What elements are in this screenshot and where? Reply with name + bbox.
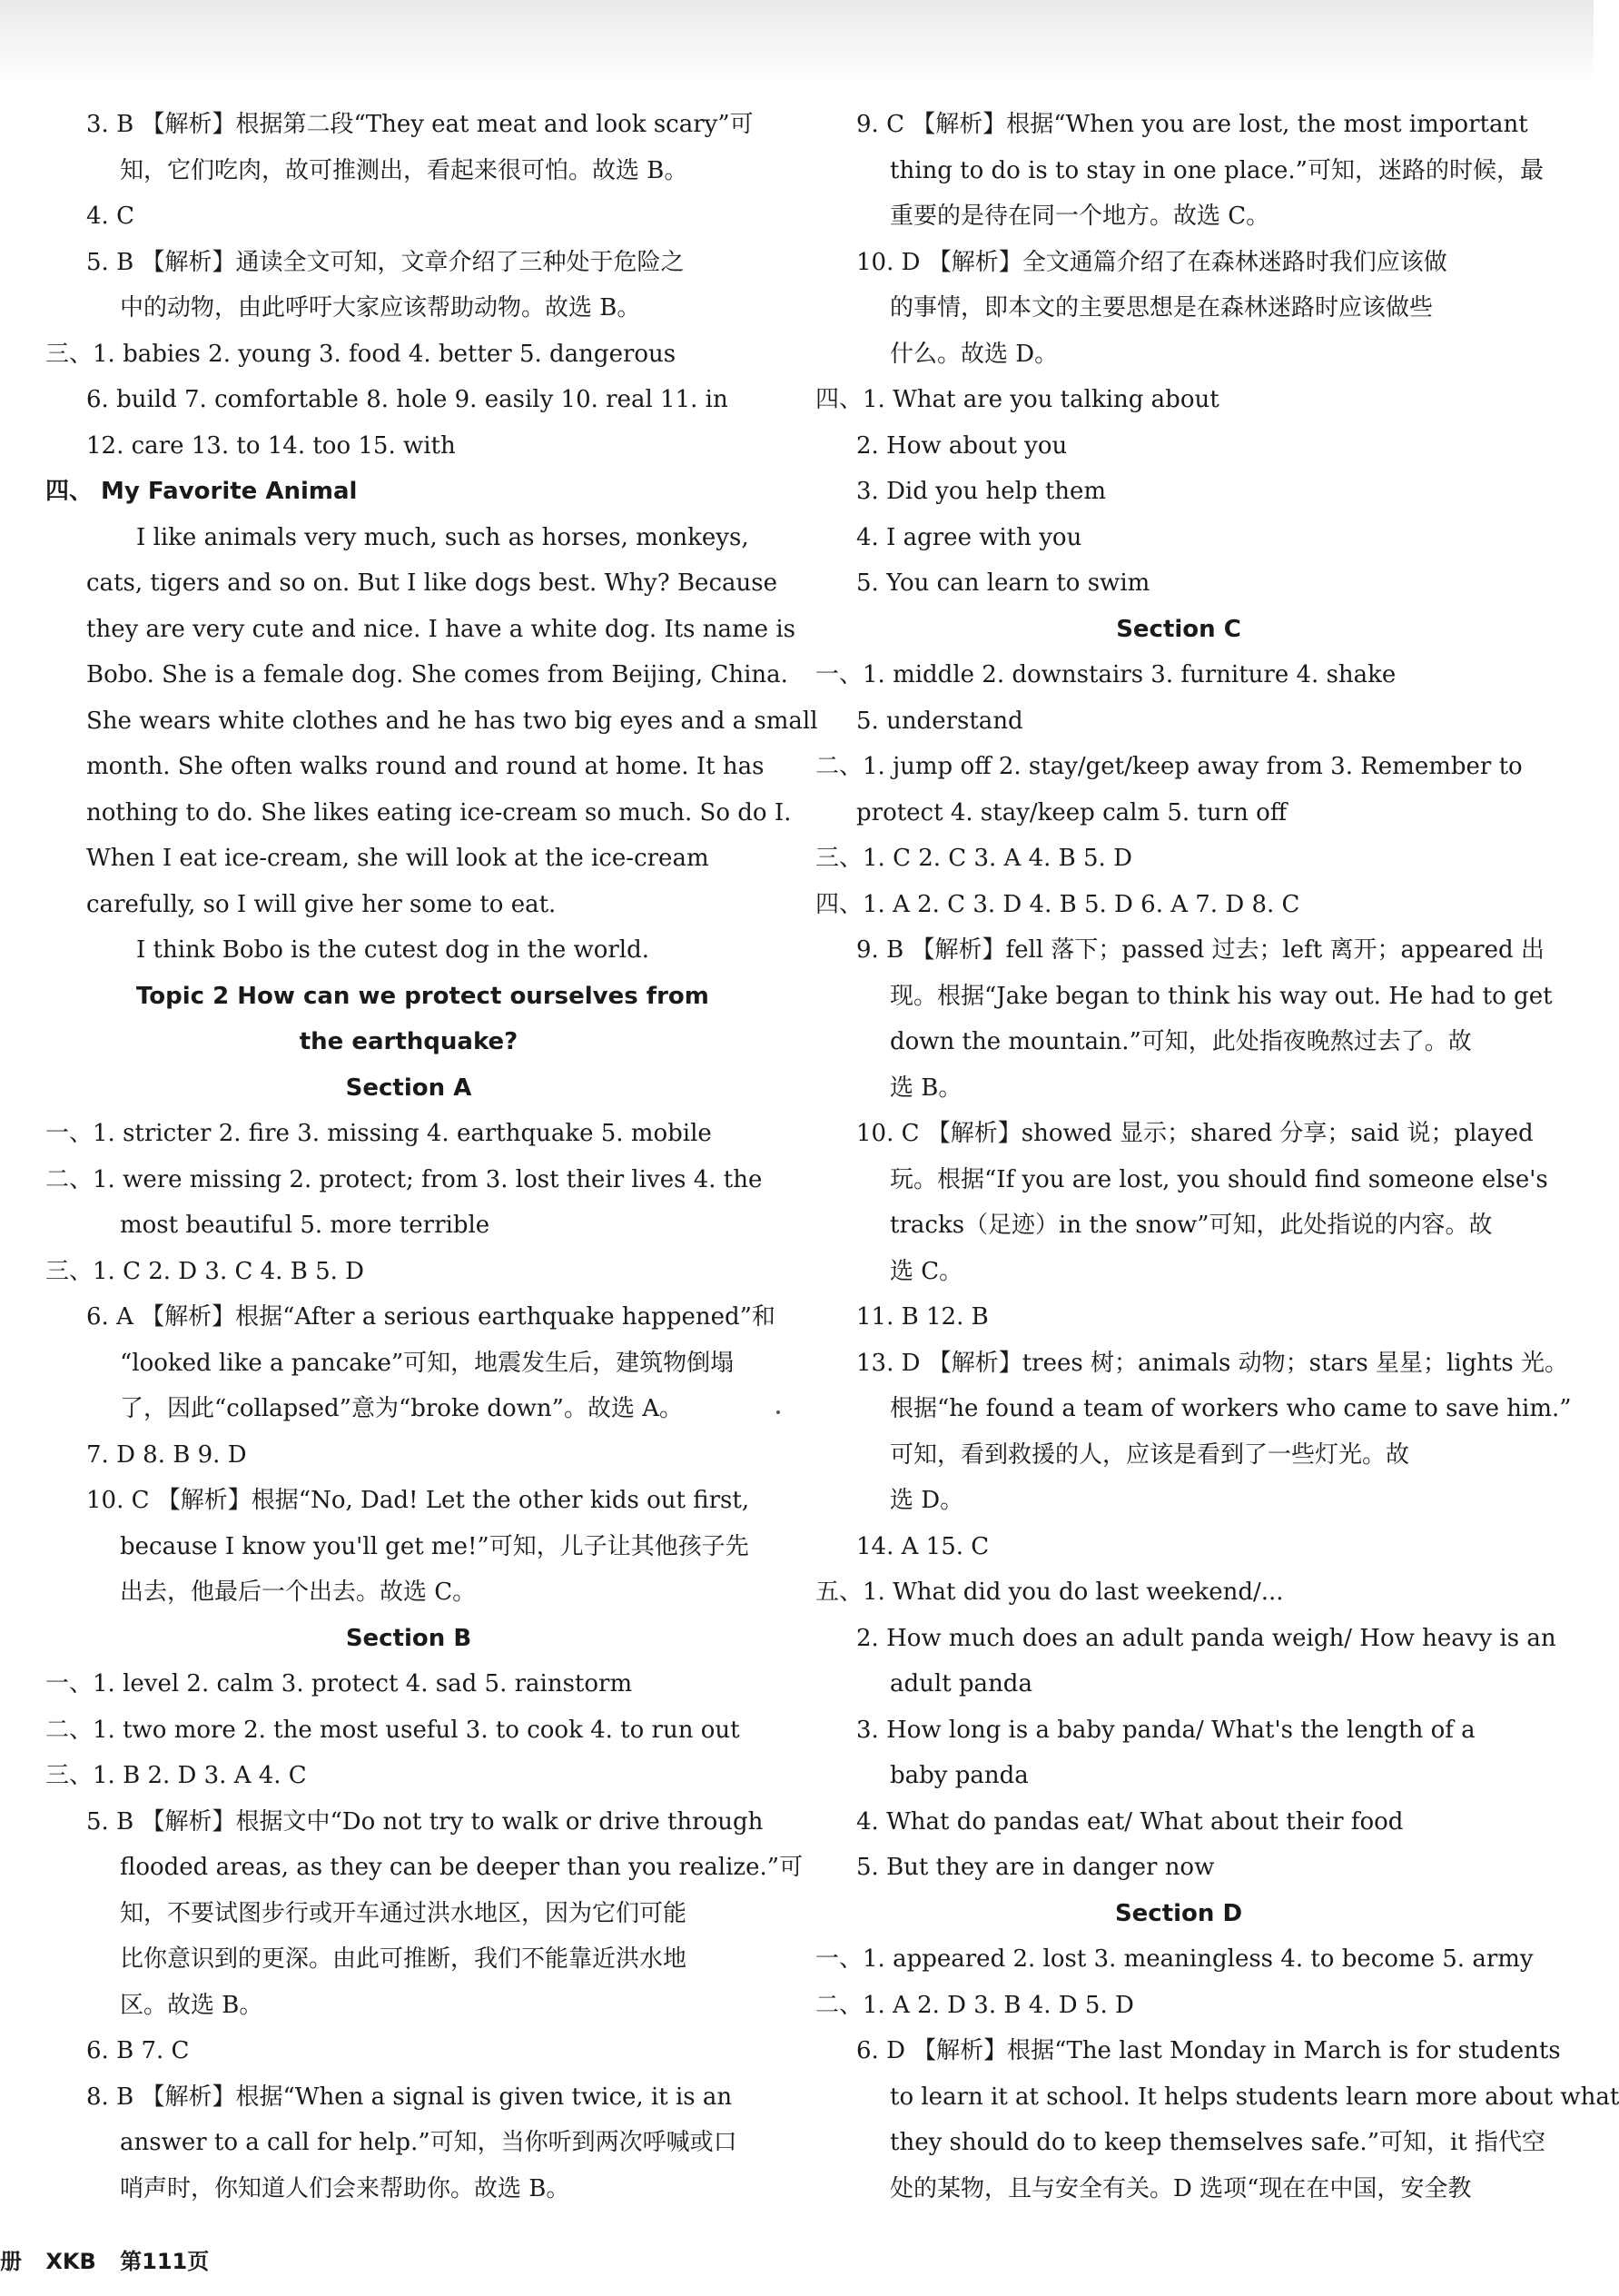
right-line: 一、1. middle 2. downstairs 3. furniture 4. shake (815, 661, 1397, 688)
right-line: 13. D 【解析】trees 树；animals 动物；stars 星星；lights 光。 (856, 1349, 1569, 1377)
right-line: 玩。根据“If you are lost, you should find someone else's (890, 1165, 1548, 1193)
right-line: 的事情，即本文的主要思想是在森林迷路时应该做些 (890, 294, 1434, 322)
stray-dot (776, 1410, 780, 1414)
right-line: 5. understand (856, 707, 1023, 735)
right-line: protect 4. stay/keep calm 5. turn off (856, 798, 1288, 826)
right-line: down the mountain.”可知，此处指夜晚熬过去了。故 (890, 1028, 1472, 1055)
right-line: thing to do is to stay in one place.”可知，迷路的时候，最 (890, 156, 1544, 184)
right-column (815, 102, 1619, 2212)
left-line: 8. B 【解析】根据“When a signal is given twice, it is an (86, 2083, 733, 2111)
left-line: nothing to do. She likes eating ice-cream so much. So do I. (86, 798, 792, 826)
left-line: 哨声时，你知道人们会来帮助你。故选 B。 (120, 2174, 570, 2202)
left-line: 4. C (86, 203, 134, 230)
left-line: “looked like a pancake”可知，地震发生后，建筑物倒塌 (120, 1349, 735, 1377)
left-line: answer to a call for help.”可知，当你听到两次呼喊或口 (120, 2129, 737, 2156)
left-line: 了，因此“collapsed”意为“broke down”。故选 A。 (120, 1395, 684, 1422)
right-line: 可知，看到救援的人，应该是看到了一些灯光。故 (890, 1440, 1410, 1469)
left-line: 二、1. two more 2. the most useful 3. to cook 4. to run out (45, 1716, 740, 1744)
left-line: I think Bobo is the cutest dog in the world. (136, 936, 650, 964)
right-line: 3. Did you help them (856, 478, 1107, 505)
left-line: 中的动物，由此呼吁大家应该帮助动物。故选 B。 (120, 294, 641, 322)
page-footer (0, 2243, 225, 2275)
right-line: 什么。故选 D。 (890, 340, 1059, 368)
right-line: 选 D。 (890, 1487, 964, 1514)
right-line: 6. D 【解析】根据“The last Monday in March is for students (856, 2037, 1561, 2064)
left-line: carefully, so I will give her some to eat. (86, 890, 557, 918)
right-line: 重要的是待在同一个地方。故选 C。 (890, 203, 1270, 230)
left-line: 比你意识到的更深。由此可推断，我们不能靠近洪水地 (120, 1945, 687, 1973)
left-line: 区。故选 B。 (120, 1991, 263, 2019)
right-line: 4. What do pandas eat/ What about their food (856, 1807, 1404, 1836)
right-line: 二、1. A 2. D 3. B 4. D 5. D (815, 1991, 1134, 2019)
left-line: 6. A 【解析】根据“After a serious earthquake happened”和 (86, 1303, 775, 1331)
right-line: 四、1. A 2. C 3. D 4. B 5. D 6. A 7. D 8. C (815, 890, 1300, 918)
left-line: Topic 2 How can we protect ourselves from (136, 982, 709, 1010)
left-line: 二、1. were missing 2. protect; from 3. lost their lives 4. the (45, 1165, 763, 1193)
right-line: tracks（足迹）in the snow”可知，此处指说的内容。故 (890, 1212, 1493, 1239)
right-line: 选 C。 (890, 1257, 963, 1285)
right-line: 11. B 12. B (856, 1303, 989, 1331)
left-line: 知，它们吃肉，故可推测出，看起来很可怕。故选 B。 (120, 156, 688, 184)
right-line: to learn it at school. It helps students learn more about what (890, 2083, 1619, 2111)
left-line: 3. B 【解析】根据第二段“They eat meat and look scary”可 (86, 111, 754, 138)
left-line: 7. D 8. B 9. D (86, 1440, 247, 1469)
left-line: 10. C 【解析】根据“No, Dad! Let the other kids out first, (86, 1487, 750, 1514)
left-line: Bobo. She is a female dog. She comes from Beijing, China. (86, 661, 788, 688)
right-line: 一、1. appeared 2. lost 3. meaningless 4. to become 5. army (815, 1945, 1534, 1973)
right-line: Section C (1116, 615, 1241, 643)
right-line: 选 B。 (890, 1074, 963, 1102)
left-column (45, 102, 818, 2212)
right-line: adult panda (890, 1670, 1032, 1697)
right-line: 5. But they are in danger now (856, 1854, 1215, 1881)
left-line: most beautiful 5. more terrible (120, 1212, 490, 1239)
right-line: 四、1. What are you talking about (815, 386, 1219, 413)
right-line: 9. B 【解析】fell 落下；passed 过去；left 离开；appeared 出 (856, 936, 1545, 964)
right-line: 3. How long is a baby panda/ What's the length of a (856, 1716, 1476, 1744)
left-line: 三、1. C 2. D 3. C 4. B 5. D (45, 1257, 365, 1285)
right-line: baby panda (890, 1762, 1029, 1789)
footer-code: XKB (45, 2249, 96, 2274)
right-line: 9. C 【解析】根据“When you are lost, the most important (856, 111, 1528, 138)
right-line: 2. How about you (856, 431, 1068, 460)
right-line: 14. A 15. C (856, 1532, 990, 1560)
right-line: 2. How much does an adult panda weigh/ How heavy is an (856, 1624, 1556, 1652)
left-line: because I know you'll get me!”可知，儿子让其他孩子先 (120, 1532, 749, 1560)
left-line: Section A (345, 1074, 472, 1102)
left-line: 三、1. B 2. D 3. A 4. C (45, 1762, 307, 1789)
left-line: month. She often walks round and round at home. It has (86, 753, 765, 780)
right-line: 处的某物，且与安全有关。D 选项“现在在中国，安全教 (890, 2174, 1472, 2202)
left-line: 6. B 7. C (86, 2037, 190, 2064)
right-line: 5. You can learn to swim (856, 569, 1150, 597)
left-line: the earthquake? (299, 1028, 518, 1055)
right-line: 10. C 【解析】showed 显示；shared 分享；said 说；played (856, 1120, 1534, 1147)
left-line: When I eat ice-cream, she will look at the ice-cream (86, 845, 709, 872)
right-line: 4. I agree with you (856, 523, 1082, 551)
right-line: they should do to keep themselves safe.”可知，it 指代空 (890, 2129, 1546, 2156)
left-line: 三、1. babies 2. young 3. food 4. better 5. dangerous (45, 340, 676, 368)
left-line: 出去，他最后一个出去。故选 C。 (120, 1578, 477, 1606)
left-line: 5. B 【解析】根据文中“Do not try to walk or drive through (86, 1807, 764, 1836)
right-line: 五、1. What did you do last weekend/... (815, 1578, 1284, 1606)
left-line: cats, tigers and so on. But I like dogs best. Why? Because (86, 569, 777, 597)
right-line: 三、1. C 2. C 3. A 4. B 5. D (815, 845, 1132, 872)
left-line: 5. B 【解析】通读全文可知，文章介绍了三种处于危险之 (86, 248, 685, 276)
right-line: 现。根据“Jake began to think his way out. He had to get (890, 982, 1553, 1010)
left-line: 知，不要试图步行或开车通过洪水地区，因为它们可能 (120, 1899, 687, 1927)
footer-page-number: 第111页 (120, 2249, 210, 2274)
page-top-shade (0, 0, 1594, 82)
left-line: they are very cute and nice. I have a white dog. Its name is (86, 615, 795, 643)
left-line: Section B (345, 1624, 472, 1652)
left-line: 四、 My Favorite Animal (45, 478, 358, 505)
left-line: 一、1. level 2. calm 3. protect 4. sad 5. rainstorm (45, 1670, 633, 1697)
right-line: 10. D 【解析】全文通篇介绍了在森林迷路时我们应该做 (856, 248, 1447, 276)
right-line: Section D (1114, 1899, 1243, 1927)
left-line: 一、1. stricter 2. fire 3. missing 4. earthquake 5. mobile (45, 1120, 712, 1147)
left-line: 12. care 13. to 14. too 15. with (86, 431, 456, 460)
left-line: flooded areas, as they can be deeper than you realize.”可 (120, 1854, 804, 1881)
left-line: She wears white clothes and he has two big eyes and a small (86, 707, 818, 735)
left-line: 6. build 7. comfortable 8. hole 9. easily 10. real 11. in (86, 386, 728, 413)
right-line: 根据“he found a team of workers who came to save him.” (890, 1395, 1572, 1422)
footer-volume: 册 (0, 2249, 22, 2274)
left-line: I like animals very much, such as horses, monkeys, (136, 523, 749, 551)
right-line: 二、1. jump off 2. stay/get/keep away from 3. Remember to (815, 753, 1523, 780)
